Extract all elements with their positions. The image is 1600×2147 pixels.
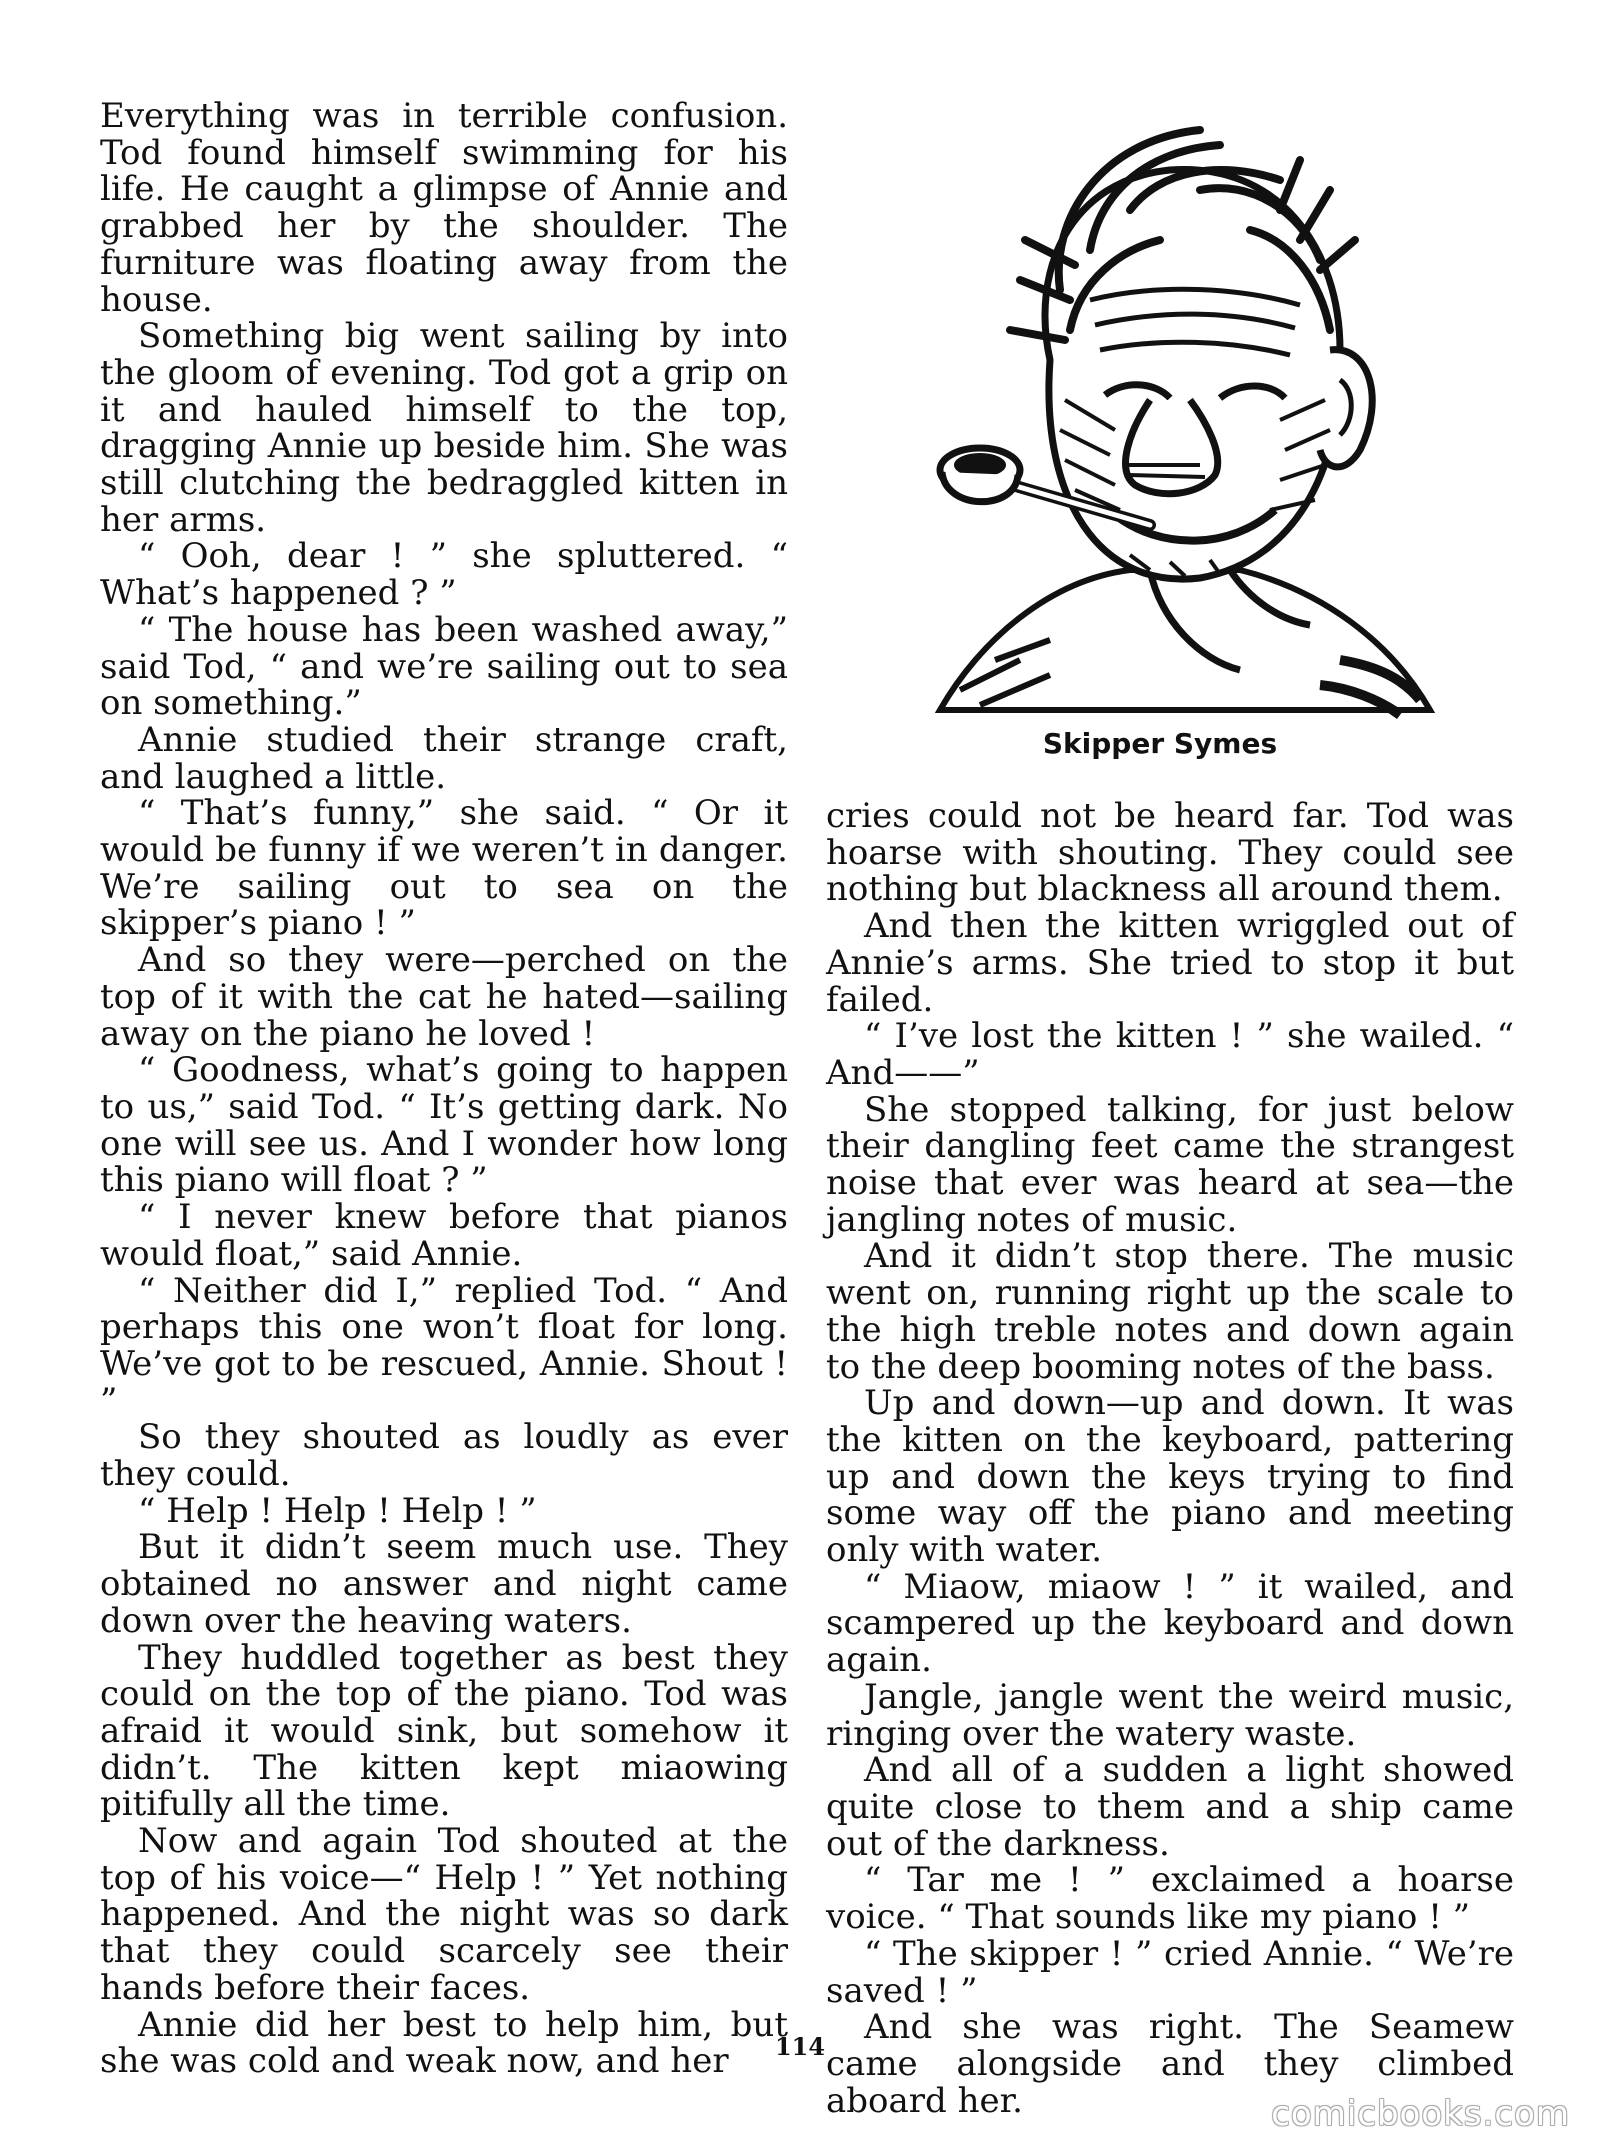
paragraph: But it didn’t seem much use. They obtained no answer and night came down over the heaving waters. (100, 1527, 788, 1641)
paragraph: And so they were—perched on the top of it with the cat he hated—sailing away on the piano he loved ! (100, 940, 788, 1054)
portrait-illustration (900, 100, 1440, 760)
paragraph: “ Neither did I,” replied Tod. “ And perhaps this one won’t float for long. We’ve got to be rescued, Annie. Shout ! ” (100, 1270, 788, 1421)
paragraph: And it didn’t stop there. The music went on, running right up the scale to the high treble notes and down again to the deep booming notes of the bass. (826, 1236, 1514, 1387)
paragraph: Jangle, jangle went the weird music, ringing over the watery waste. (826, 1676, 1514, 1754)
paragraph: Something big went sailing by into the gloom of evening. Tod got a grip on it and hauled himself to the top, dragging Annie up beside him. She was still clutching the bedraggled kitten in her arms. (100, 316, 788, 540)
paragraph: They huddled together as best they could on the top of the piano. Tod was afraid it would sink, but somehow it didn’t. The kitten kept miaowing pitifully all the time. (100, 1637, 788, 1825)
paragraph: And she was right. The Seamew came alongside and they climbed aboard her. (826, 2007, 1514, 2121)
illustration-caption: Skipper Symes (1042, 727, 1278, 760)
paragraph: Annie studied their strange craft, and laughed a little. (100, 719, 788, 797)
paragraph: “ Tar me ! ” exclaimed a hoarse voice. “ That sounds like my piano ! ” (826, 1860, 1514, 1938)
paragraph: “ The house has been washed away,” said Tod, “ and we’re sailing out to sea on something.” (100, 609, 788, 724)
paragraph: She stopped talking, for just below their dangling feet came the strangest noise that ever was heard at sea—the jangling notes of music. (826, 1089, 1514, 1240)
paragraph: “ The skipper ! ” cried Annie. “ We’re saved ! ” (826, 1933, 1514, 2011)
left-text-column (100, 98, 788, 2080)
watermark: comicbooks.com (1271, 2094, 1570, 2134)
paragraph: And then the kitten wriggled out of Annie’s arms. She tried to stop it but failed. (826, 906, 1514, 1020)
skipper-portrait-illustration (900, 100, 1440, 720)
paragraph: And all of a sudden a light showed quite close to them and a ship came out of the darkness. (826, 1750, 1514, 1864)
page-number: 114 (774, 2032, 826, 2061)
paragraph: “ Ooh, dear ! ” she spluttered. “ What’s happened ? ” (100, 536, 788, 614)
paragraph: Everything was in terrible confusion. Tod found himself swimming for his life. He caught a glimpse of Annie and grabbed her by the shoulder. The furniture was floating away from the house. (100, 96, 788, 320)
paragraph: “ Help ! Help ! Help ! ” (138, 1490, 537, 1531)
paragraph: “ Miaow, miaow ! ” it wailed, and scampered up the keyboard and down again. (826, 1566, 1514, 1681)
paragraph: Now and again Tod shouted at the top of his voice—“ Help ! ” Yet nothing happened. And the night was so dark that they could scarcely see their hands before their faces. (100, 1821, 788, 2008)
paragraph: Annie did her best to help him, but she was cold and weak now, and her (100, 2004, 788, 2082)
paragraph: “ I’ve lost the kitten ! ” she wailed. “ And——” (826, 1016, 1514, 1093)
paragraph: So they shouted as loudly as ever they could. (100, 1417, 788, 1495)
paragraph: “ I never knew before that pianos would float,” said Annie. (100, 1197, 788, 1274)
paragraph: Up and down—up and down. It was the kitten on the keyboard, pattering up and down the keys trying to find some way off the piano and meeting only with water. (826, 1383, 1514, 1571)
right-text-column (826, 798, 1514, 2119)
paragraph: cries could not be heard far. Tod was hoarse with shouting. They could see nothing but blackness all around them. (826, 796, 1514, 910)
paragraph: “ Goodness, what’s going to happen to us,” said Tod. “ It’s getting dark. No one will see us. And I wonder how long this piano will float ? ” (100, 1050, 788, 1201)
paragraph: “ That’s funny,” she said. “ Or it would be funny if we weren’t in danger. We’re sailing out to sea on the skipper’s piano ! ” (100, 793, 788, 944)
